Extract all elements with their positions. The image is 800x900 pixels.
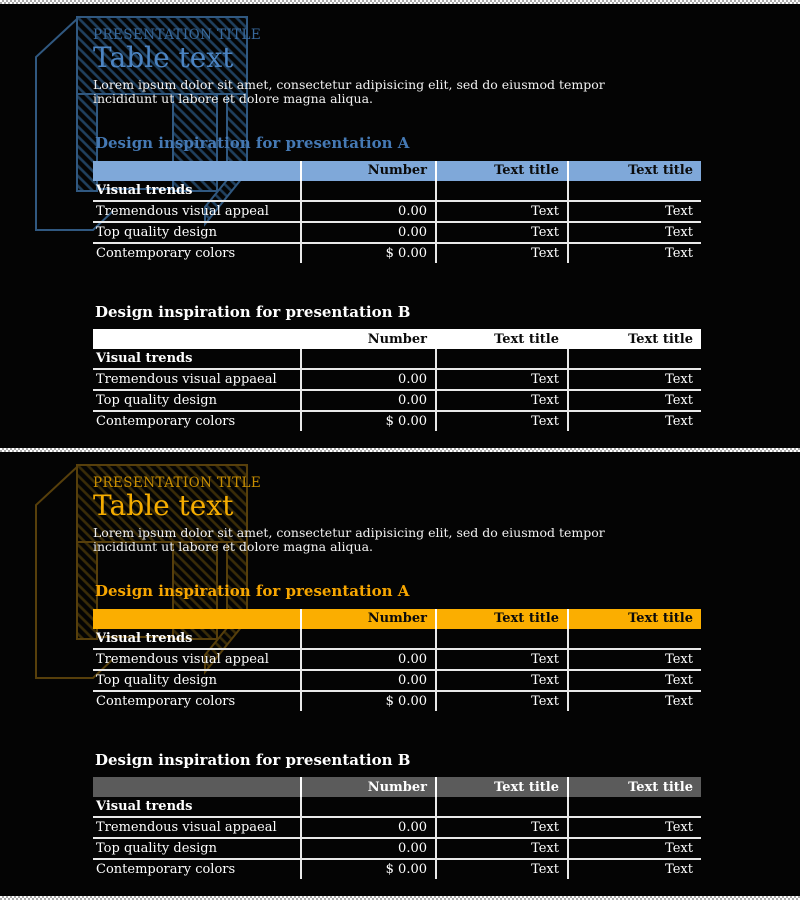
- empty-cell: [568, 349, 701, 369]
- table-row: [93, 670, 701, 691]
- number-cell: 0.00: [301, 369, 436, 390]
- text-cell: Text: [436, 649, 568, 670]
- row-label: Contemporary colors: [93, 859, 301, 879]
- text-cell: Text: [568, 691, 701, 711]
- presentation-title-kicker: PRESENTATION TITLE: [93, 27, 262, 43]
- empty-cell: [301, 349, 436, 369]
- empty-cell: [568, 797, 701, 817]
- text-cell: Text: [436, 859, 568, 879]
- table-b: [93, 777, 701, 879]
- empty-cell: [436, 181, 568, 201]
- text-cell: Text: [568, 817, 701, 838]
- empty-cell: [301, 181, 436, 201]
- number-cell: $ 0.00: [301, 859, 436, 879]
- text-cell: Text: [568, 838, 701, 859]
- group-label: Visual trends: [96, 799, 193, 815]
- column-header-text-title: Text title: [436, 329, 568, 349]
- slide-title: Table text: [93, 41, 234, 75]
- row-label: Tremendous visual appaeal: [93, 369, 301, 390]
- empty-cell: [301, 629, 436, 649]
- number-cell: $ 0.00: [301, 411, 436, 431]
- group-label: Visual trends: [96, 351, 193, 367]
- transparency-edge-strip: [0, 896, 800, 900]
- row-label: Contemporary colors: [93, 411, 301, 431]
- slide-content: [0, 4, 800, 431]
- text-cell: Text: [436, 691, 568, 711]
- row-label: Top quality design: [93, 222, 301, 243]
- row-label: Top quality design: [93, 390, 301, 411]
- group-row: [93, 349, 701, 369]
- column-header-text-title: Text title: [436, 777, 568, 797]
- slide-2-amber: [0, 452, 800, 896]
- slide-title: Table text: [93, 489, 234, 523]
- slide-description: Lorem ipsum dolor sit amet, consectetur adipisicing elit, sed do eiusmod tempor incididunt ut labore et dolore magna aliqua.: [93, 524, 605, 555]
- table-b-heading: Design inspiration for presentation B: [95, 302, 411, 321]
- column-header-text-title: Text title: [568, 161, 701, 181]
- number-cell: 0.00: [301, 390, 436, 411]
- table-row: [93, 201, 701, 222]
- row-label: Tremendous visual appeal: [93, 649, 301, 670]
- group-row: [93, 181, 701, 201]
- header-row: [93, 329, 701, 349]
- column-header-text-title: Text title: [568, 609, 701, 629]
- text-cell: Text: [568, 390, 701, 411]
- number-cell: $ 0.00: [301, 243, 436, 263]
- number-cell: 0.00: [301, 222, 436, 243]
- column-header-blank: [93, 777, 301, 797]
- text-cell: Text: [436, 390, 568, 411]
- empty-cell: [301, 797, 436, 817]
- empty-cell: [568, 181, 701, 201]
- column-header-text-title: Text title: [568, 329, 701, 349]
- table-row: [93, 838, 701, 859]
- table-row: [93, 411, 701, 431]
- header-row: [93, 609, 701, 629]
- table-row: [93, 691, 701, 711]
- row-label: Tremendous visual appaeal: [93, 817, 301, 838]
- group-label: Visual trends: [96, 182, 193, 198]
- number-cell: 0.00: [301, 649, 436, 670]
- column-header-text-title: Text title: [568, 777, 701, 797]
- group-row: [93, 629, 701, 649]
- slide-description: Lorem ipsum dolor sit amet, consectetur adipisicing elit, sed do eiusmod tempor incididunt ut labore et dolore magna aliqua.: [93, 76, 605, 107]
- text-cell: Text: [436, 222, 568, 243]
- table-row: [93, 369, 701, 390]
- column-header-text-title: Text title: [436, 609, 568, 629]
- column-header-number: Number: [301, 161, 436, 181]
- table-row: [93, 390, 701, 411]
- header-row: [93, 161, 701, 181]
- column-header-blank: [93, 161, 301, 181]
- text-cell: Text: [568, 859, 701, 879]
- text-cell: Text: [436, 369, 568, 390]
- table-row: [93, 817, 701, 838]
- text-cell: Text: [568, 411, 701, 431]
- table-b: [93, 329, 701, 431]
- row-label: Top quality design: [93, 670, 301, 691]
- text-cell: Text: [568, 243, 701, 263]
- number-cell: 0.00: [301, 201, 436, 222]
- table-a: [93, 609, 701, 711]
- table-row: [93, 222, 701, 243]
- column-header-number: Number: [301, 777, 436, 797]
- column-header-number: Number: [301, 609, 436, 629]
- table-b-heading: Design inspiration for presentation B: [95, 750, 411, 769]
- number-cell: 0.00: [301, 838, 436, 859]
- text-cell: Text: [568, 649, 701, 670]
- table-row: [93, 243, 701, 263]
- text-cell: Text: [568, 222, 701, 243]
- row-label: Contemporary colors: [93, 691, 301, 711]
- row-label: Top quality design: [93, 838, 301, 859]
- text-cell: Text: [436, 201, 568, 222]
- text-cell: Text: [436, 411, 568, 431]
- group-label: Visual trends: [96, 630, 193, 646]
- table-a-heading: Design inspiration for presentation A: [95, 134, 410, 153]
- group-row: [93, 797, 701, 817]
- empty-cell: [436, 629, 568, 649]
- column-header-blank: [93, 609, 301, 629]
- text-cell: Text: [568, 670, 701, 691]
- table-a: [93, 161, 701, 263]
- column-header-blank: [93, 329, 301, 349]
- column-header-text-title: Text title: [436, 161, 568, 181]
- text-cell: Text: [568, 369, 701, 390]
- empty-cell: [436, 797, 568, 817]
- number-cell: 0.00: [301, 817, 436, 838]
- row-label: Tremendous visual appeal: [93, 201, 301, 222]
- number-cell: 0.00: [301, 670, 436, 691]
- text-cell: Text: [436, 817, 568, 838]
- column-header-number: Number: [301, 329, 436, 349]
- text-cell: Text: [436, 838, 568, 859]
- row-label: Contemporary colors: [93, 243, 301, 263]
- table-row: [93, 649, 701, 670]
- text-cell: Text: [568, 201, 701, 222]
- text-cell: Text: [436, 243, 568, 263]
- table-a-heading: Design inspiration for presentation A: [95, 582, 410, 601]
- text-cell: Text: [436, 670, 568, 691]
- slide-1-blue: [0, 4, 800, 448]
- header-row: [93, 777, 701, 797]
- slide-content: [0, 452, 800, 879]
- table-row: [93, 859, 701, 879]
- presentation-title-kicker: PRESENTATION TITLE: [93, 475, 262, 491]
- empty-cell: [436, 349, 568, 369]
- empty-cell: [568, 629, 701, 649]
- number-cell: $ 0.00: [301, 691, 436, 711]
